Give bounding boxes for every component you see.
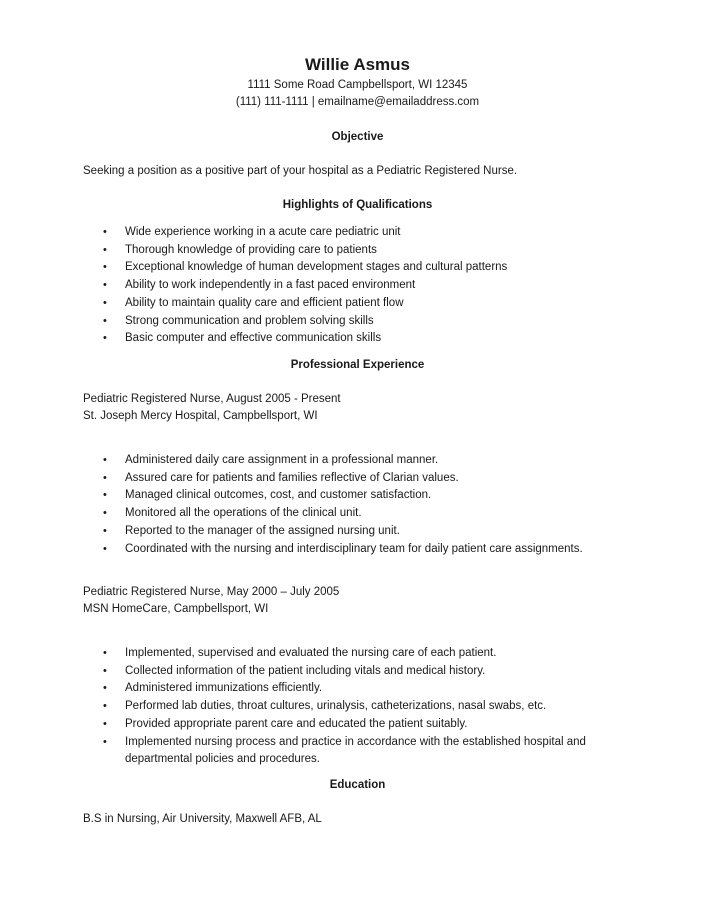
bullet-icon: • <box>103 314 107 327</box>
list-item <box>0 277 507 295</box>
duty-text: Collected information of the patient including vitals and medical history. <box>125 664 486 677</box>
duty-text-line-2: departmental policies and procedures. <box>125 753 320 766</box>
duty-text: Monitored all the operations of the clinical unit. <box>125 507 362 520</box>
duty-text: Assured care for patients and families reflective of Clarian values. <box>125 471 459 484</box>
duty-text: Managed clinical outcomes, cost, and customer satisfaction. <box>125 489 432 502</box>
duty-text: Administered immunizations efficiently. <box>125 682 323 695</box>
job-1-duties <box>0 452 583 558</box>
list-item <box>0 716 586 734</box>
bullet-icon: • <box>103 471 107 484</box>
qualification-text: Basic computer and effective communication skills <box>125 332 382 345</box>
qualifications-heading: Highlights of Qualifications <box>282 199 433 211</box>
list-item <box>0 259 507 277</box>
bullet-icon: • <box>103 507 107 520</box>
bullet-icon: • <box>103 700 107 713</box>
qualification-text: Thorough knowledge of providing care to patients <box>125 243 377 256</box>
list-item <box>0 698 586 716</box>
list-item <box>0 680 586 698</box>
list-item <box>0 313 507 331</box>
address-line: 1111 Some Road Campbellsport, WI 12345 <box>247 79 468 91</box>
list-item <box>0 505 583 523</box>
duty-text: Performed lab duties, throat cultures, urinalysis, catheterizations, nasal swabs, etc. <box>125 700 547 713</box>
duty-text-line-1: Implemented nursing process and practice in accordance with the established hospital and <box>125 735 586 748</box>
job-1-title: Pediatric Registered Nurse, August 2005 - Present <box>83 393 341 405</box>
list-item <box>0 242 507 260</box>
list-item <box>0 541 583 559</box>
bullet-icon: • <box>103 717 107 730</box>
bullet-icon: • <box>103 279 107 292</box>
candidate-name: Willie Asmus <box>304 55 411 74</box>
list-item <box>0 734 586 769</box>
qualification-text: Ability to maintain quality care and efficient patient flow <box>125 296 404 309</box>
objective-text: Seeking a position as a positive part of your hospital as a Pediatric Registered Nurse. <box>83 165 518 177</box>
duty-text: Implemented, supervised and evaluated the nursing care of each patient. <box>125 647 497 659</box>
qualification-text: Strong communication and problem solving skills <box>125 314 374 327</box>
qualification-text: Exceptional knowledge of human development stages and cultural patterns <box>125 261 508 274</box>
job-1-employer: St. Joseph Mercy Hospital, Campbellsport, WI <box>83 410 318 422</box>
education-degree: B.S in Nursing, Air University, Maxwell AFB, AL <box>83 813 322 825</box>
bullet-icon: • <box>103 332 107 345</box>
list-item <box>0 330 507 348</box>
bullet-icon: • <box>103 542 107 555</box>
education-heading: Education <box>329 779 386 791</box>
phone-email-line: (111) 111-1111 | emailname@emailaddress.com <box>235 96 480 108</box>
duty-text: Provided appropriate parent care and educated the patient suitably. <box>125 717 468 730</box>
bullet-icon: • <box>103 682 107 695</box>
job-2-duties <box>0 645 586 769</box>
list-item <box>0 663 586 681</box>
bullet-icon: • <box>103 647 107 659</box>
qualification-text: Ability to work independently in a fast paced environment <box>125 279 416 292</box>
bullet-icon: • <box>103 261 107 274</box>
list-item <box>0 645 586 663</box>
list-item <box>0 523 583 541</box>
bullet-icon: • <box>103 243 107 256</box>
objective-heading: Objective <box>331 131 384 143</box>
qualification-text: Wide experience working in a acute care pediatric unit <box>125 226 401 238</box>
qualifications-list <box>0 224 507 348</box>
job-2-employer: MSN HomeCare, Campbellsport, WI <box>83 603 269 615</box>
list-item <box>0 470 583 488</box>
bullet-icon: • <box>103 226 107 238</box>
list-item <box>0 452 583 470</box>
bullet-icon: • <box>103 664 107 677</box>
bullet-icon: • <box>103 489 107 502</box>
bullet-icon: • <box>103 735 107 748</box>
job-2-title: Pediatric Registered Nurse, May 2000 – July 2005 <box>83 586 340 598</box>
duty-text: Administered daily care assignment in a professional manner. <box>125 454 439 466</box>
list-item <box>0 224 507 242</box>
bullet-icon: • <box>103 296 107 309</box>
bullet-icon: • <box>103 524 107 537</box>
bullet-icon: • <box>103 454 107 466</box>
list-item <box>0 487 583 505</box>
experience-heading: Professional Experience <box>290 359 425 371</box>
duty-text: Coordinated with the nursing and interdisciplinary team for daily patient care assignments. <box>125 542 583 555</box>
list-item <box>0 295 507 313</box>
duty-text: Reported to the manager of the assigned nursing unit. <box>125 524 400 537</box>
